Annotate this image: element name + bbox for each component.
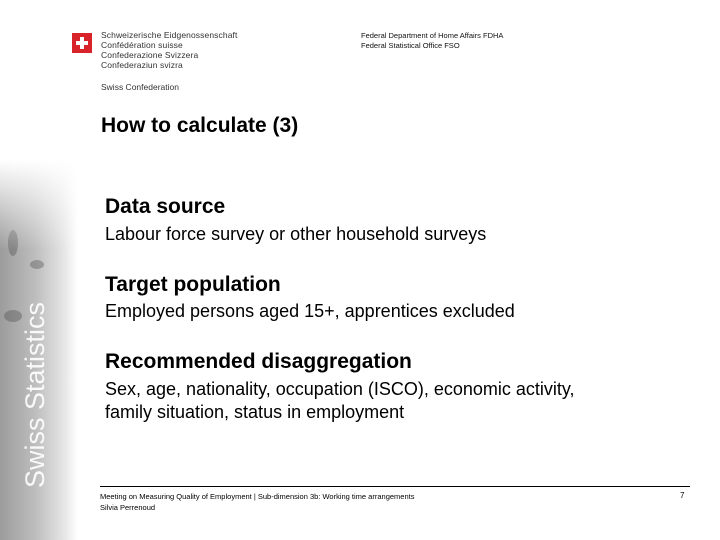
page-number: 7 bbox=[680, 491, 685, 500]
section-heading: Data source bbox=[105, 195, 226, 218]
band-fade bbox=[0, 160, 78, 250]
confederation-names bbox=[101, 30, 237, 70]
section-line: Labour force survey or other household surveys bbox=[105, 224, 487, 244]
section-heading: Target population bbox=[105, 273, 281, 296]
footer-divider bbox=[100, 486, 690, 487]
section-body bbox=[105, 223, 486, 246]
office-name: Federal Statistical Office FSO bbox=[361, 41, 460, 50]
footer-meeting: Meeting on Measuring Quality of Employment | Sub-dimension 3b: Working time arrangements bbox=[100, 492, 415, 501]
swiss-statistics-vertical-label bbox=[14, 300, 50, 490]
confederation-line: Schweizerische Eidgenossenschaft bbox=[101, 30, 238, 40]
confederation-english: Swiss Confederation bbox=[101, 82, 179, 92]
side-label-text: Swiss Statistics bbox=[20, 301, 50, 488]
section-line: Sex, age, nationality, occupation (ISCO), economic activity, bbox=[105, 379, 575, 399]
department-name: Federal Department of Home Affairs FDHA bbox=[361, 31, 504, 40]
section-body bbox=[105, 378, 575, 424]
slide-title: How to calculate (3) bbox=[101, 114, 299, 137]
department-block bbox=[361, 31, 503, 51]
section-line: Employed persons aged 15+, apprentices excluded bbox=[105, 301, 515, 321]
confederation-line: Confédération suisse bbox=[101, 40, 183, 50]
footer-author: Silvia Perrenoud bbox=[100, 503, 156, 512]
confederation-line: Confederaziun svizra bbox=[101, 60, 183, 70]
confederation-line: Confederazione Svizzera bbox=[101, 50, 199, 60]
section-heading: Recommended disaggregation bbox=[105, 350, 412, 373]
figure-silhouette bbox=[30, 260, 44, 269]
section-body bbox=[105, 300, 515, 323]
section-line: family situation, status in employment bbox=[105, 402, 405, 422]
swiss-flag-icon bbox=[72, 33, 92, 53]
footer-text bbox=[100, 491, 414, 513]
